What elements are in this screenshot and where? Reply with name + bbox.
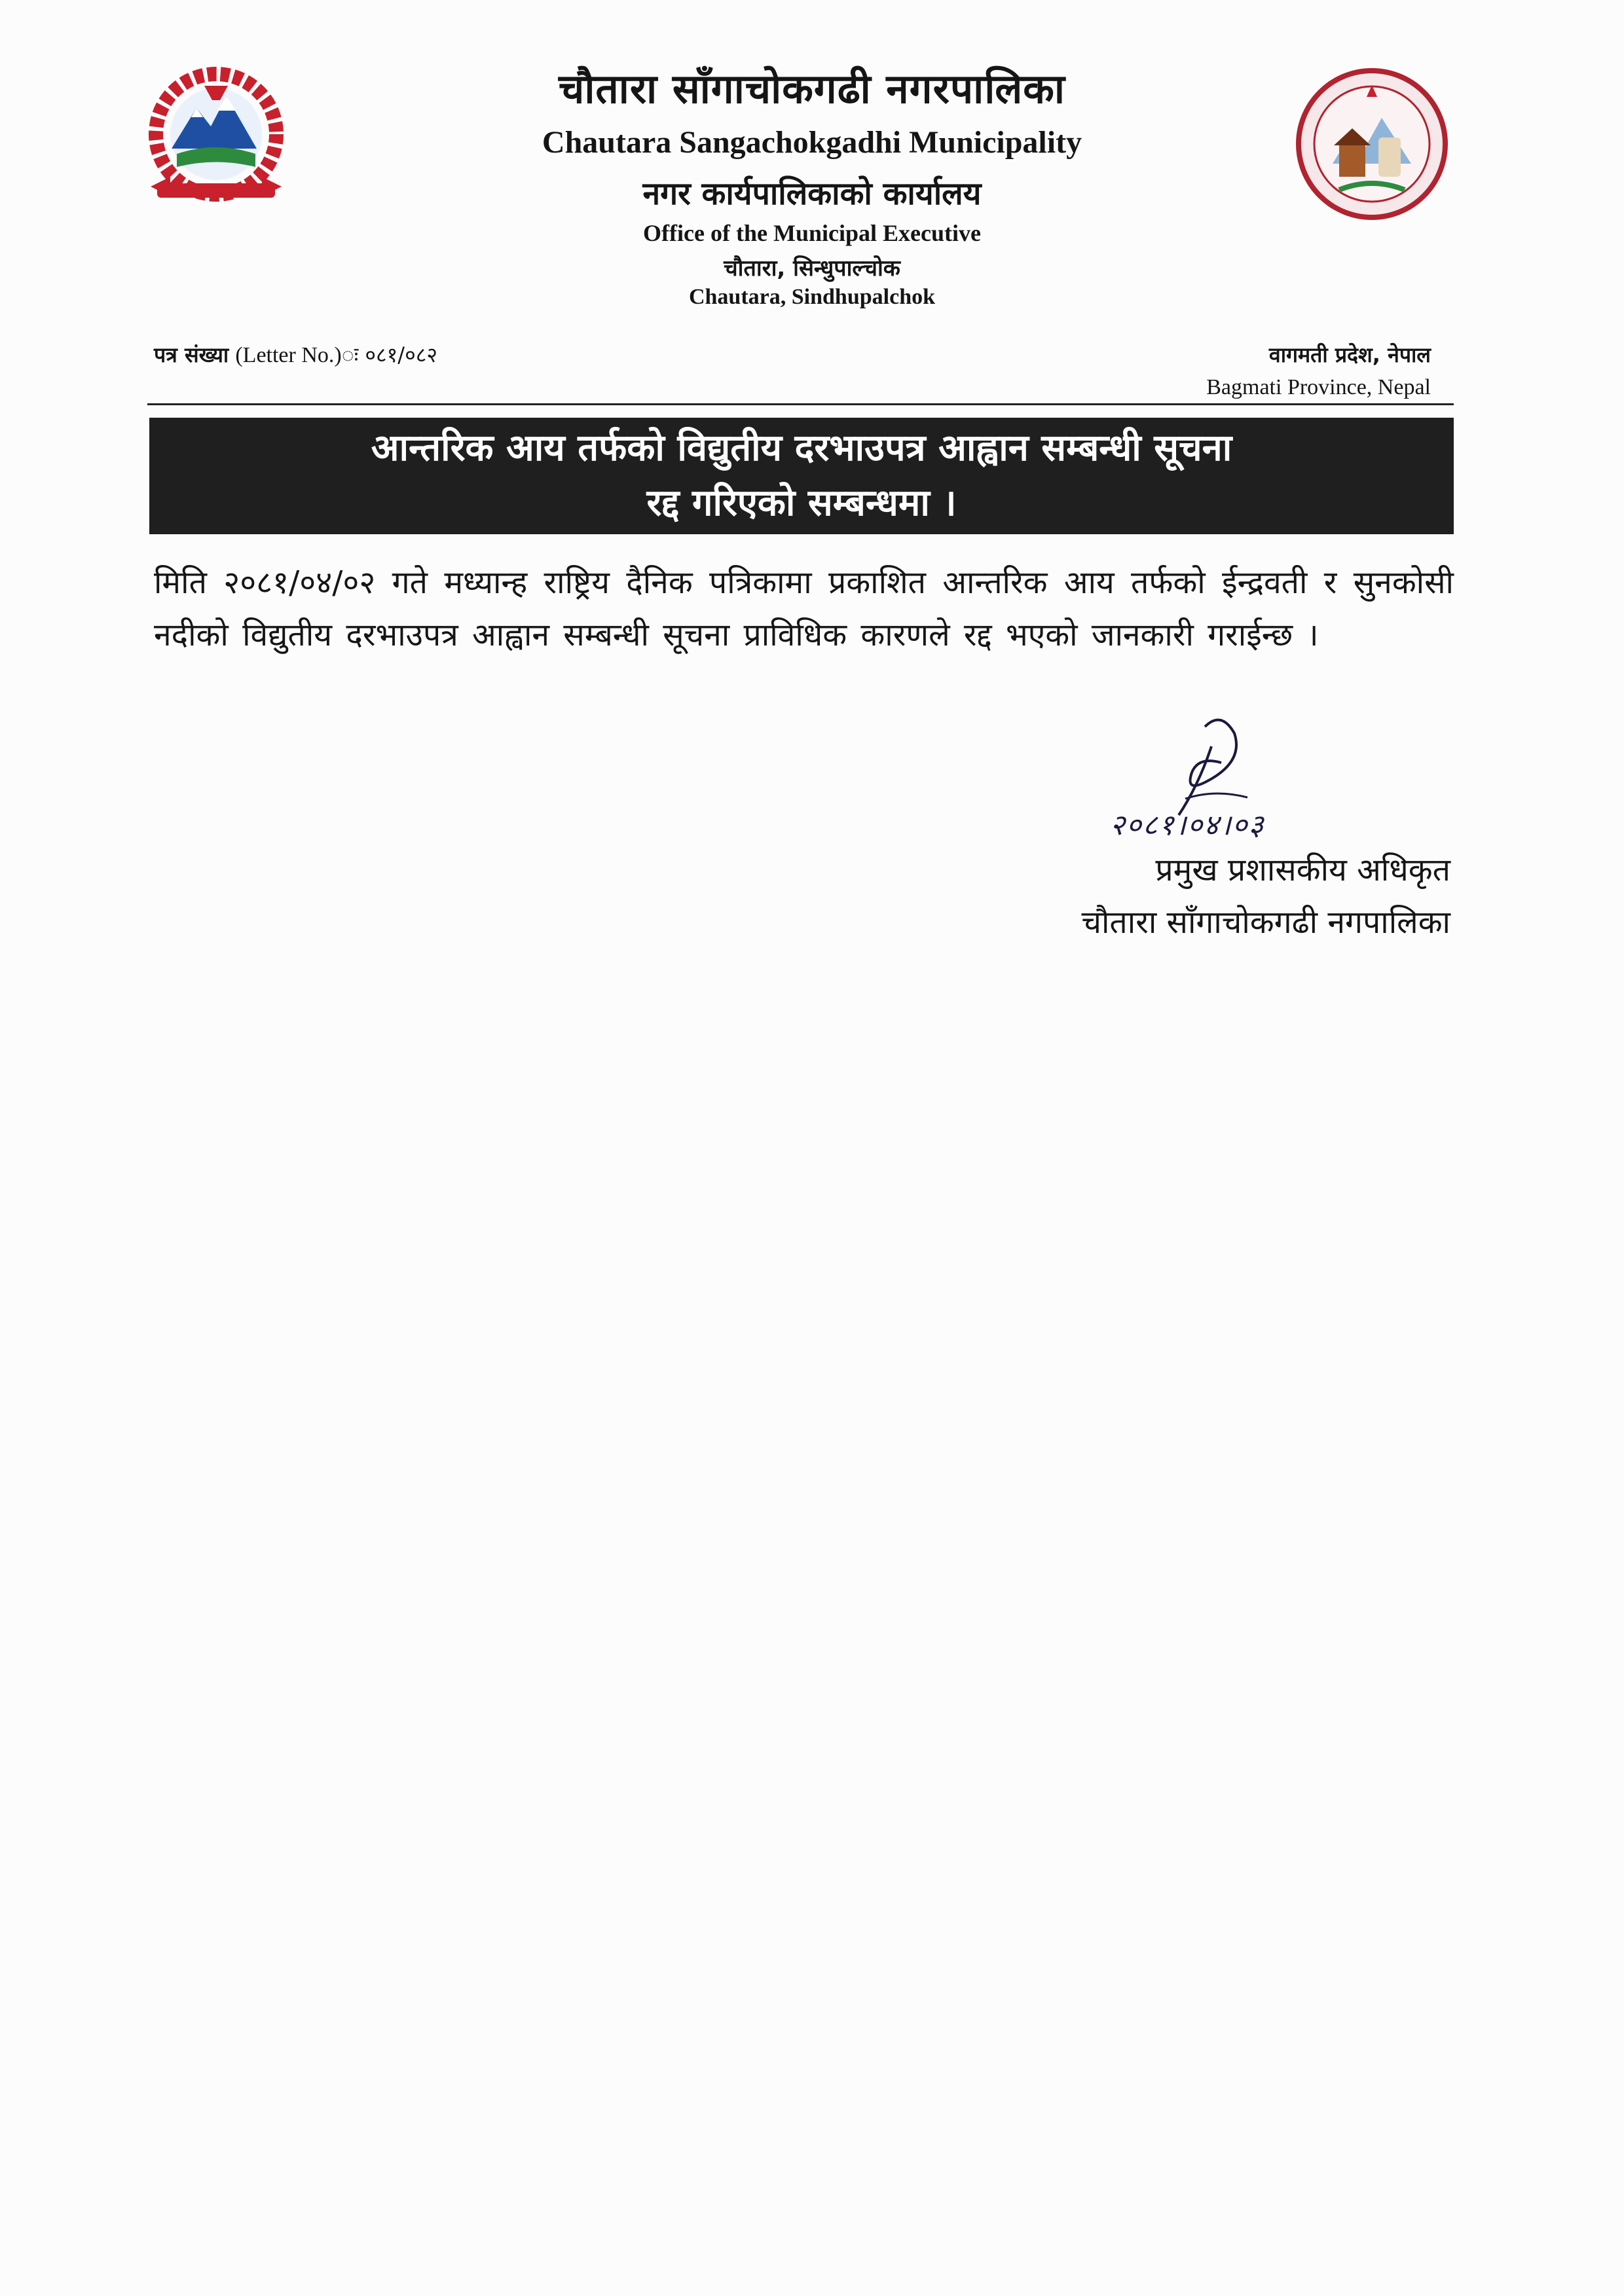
office-name-english: Office of the Municipal Executive <box>643 220 981 246</box>
notice-heading-line-2: रद्द गरिएको सम्बन्धमा । <box>646 482 957 524</box>
municipality-name-english: Chautara Sangachokgadhi Municipality <box>542 125 1082 160</box>
letter-number-label-english: (Letter No.) <box>235 343 342 367</box>
address-nepali: चौतारा, सिन्धुपाल्चोक <box>724 255 900 282</box>
office-name-nepali: नगर कार्यपालिकाको कार्यालय <box>642 175 982 212</box>
notice-heading-line-1: आन्तरिक आय तर्फको विद्युतीय दरभाउपत्र आह्वान सम्बन्धी सूचना <box>371 427 1232 469</box>
notice-heading-banner <box>149 418 1454 534</box>
signatory-office: चौतारा साँगाचोकगढी नगपालिका <box>1081 904 1450 941</box>
signatory-title: प्रमुख प्रशासकीय अधिकृत <box>1155 852 1450 888</box>
province-nepali: वागमती प्रदेश, नेपाल <box>1268 342 1431 367</box>
letter-number-line <box>154 340 437 369</box>
municipality-name-nepali: चौतारा साँगाचोकगढी नगरपालिका <box>559 65 1065 113</box>
letter-number-label-nepali: पत्र संख्या <box>154 342 229 367</box>
letter-number-value: ः ०८१/०८२ <box>341 342 437 367</box>
header-divider <box>147 403 1454 405</box>
notice-body: मिति २०८१/०४/०२ गते मध्यान्ह राष्ट्रिय दैनिक पत्रिकामा प्रकाशित आन्तरिक आय तर्फको ईन्द्रवती र सुनकोसी नदीको विद्युतीय दरभाउपत्र आह्वान सम्बन्धी सूचना प्राविधिक कारणले रद्द भएको जानकारी गराईन्छ । <box>154 564 1454 653</box>
province-english: Bagmati Province, Nepal <box>1206 375 1431 399</box>
signature-date: २०८१।०४।०३ <box>1110 809 1265 842</box>
address-english: Chautara, Sindhupalchok <box>688 285 936 309</box>
